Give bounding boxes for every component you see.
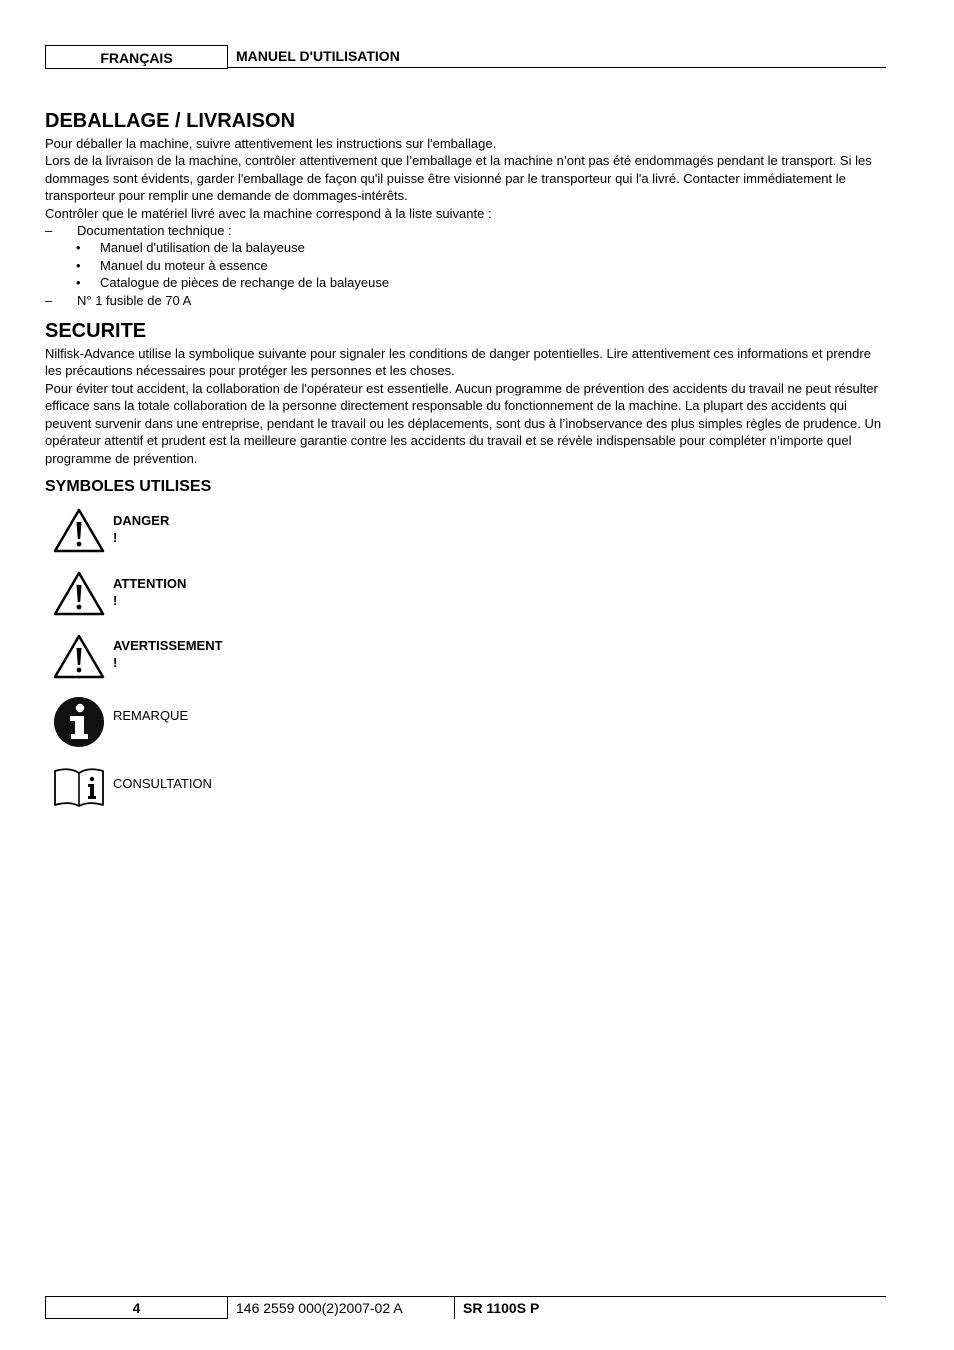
document-reference: 146 2559 000(2)2007-02 A (228, 1296, 462, 1319)
symbol-label: ATTENTION ! (113, 575, 187, 609)
manual-book-icon (53, 766, 105, 808)
machine-model: SR 1100S P (454, 1296, 886, 1319)
list-item-doc: • Manuel du moteur à essence (45, 257, 885, 274)
header-language: FRANÇAIS (45, 45, 228, 69)
safety-paragraph: Nilfisk-Advance utilise la symbolique suivante pour signaler les conditions de danger potentielles. Lire attentivement ces informations et prendre les précautions nécessaires pour protéger les personnes et les choses. (45, 346, 871, 379)
unpacking-paragraph: Pour déballer la machine, suivre attentivement les instructions sur l'emballage. (45, 136, 497, 151)
symbol-label: REMARQUE (113, 707, 189, 723)
symbols-heading: SYMBOLES UTILISES (45, 477, 212, 495)
symbol-label: DANGER ! (113, 512, 170, 546)
unpacking-paragraph: Lors de la livraison de la machine, contrôler attentivement que l’emballage et la machine n’ont pas été endommagés pendant le transport. Si les dommages sont évidents, garder l'emballage de façon qu'il puisse être visionné par le transporteur qui l'a livré. Contacter immédiatement le transporteur pour remplir une demande de dommages-intérêts. (45, 153, 872, 204)
list-item-fuse: – N° 1 fusible de 70 A (45, 292, 885, 309)
unpacking-paragraph: Contrôler que le matériel livré avec la machine correspond à la liste suivante : (45, 205, 492, 221)
symbols-list (45, 498, 885, 818)
info-circle-icon (53, 696, 105, 748)
unpacking-heading: DEBALLAGE / LIVRAISON (45, 110, 296, 132)
list-item-doc: • Manuel d'utilisation de la balayeuse (45, 239, 885, 256)
page-header (45, 45, 886, 68)
safety-paragraph: Pour éviter tout accident, la collaboration de l'opérateur est essentielle. Aucun programme de prévention des accidents du travail ne peut résulter efficace sans la totale collaboration de la personne directement responsable du fonctionnement de la machine. La plupart des accidents qui peuvent survenir dans une entreprise, pendant le travail ou les déplacements, sont dus à l’inobservance des plus simples règles de prudence. Un opérateur attentif et prudent est la meilleure garantie contre les accidents du travail et se révèle indispensable pour compléter n’importe quel programme de prévention. (45, 380, 882, 466)
warning-triangle-icon (53, 570, 105, 616)
symbol-label: AVERTISSEMENT ! (113, 637, 223, 671)
warning-triangle-icon (53, 633, 105, 679)
page-content (45, 107, 885, 818)
warning-triangle-icon (53, 507, 105, 553)
page-number: 4 (45, 1296, 228, 1319)
list-item-doc: • Catalogue de pièces de rechange de la balayeuse (45, 274, 885, 291)
header-title: MANUEL D'UTILISATION (228, 45, 886, 68)
safety-heading: SECURITE (45, 320, 147, 343)
symbol-label: CONSULTATION (113, 775, 212, 791)
list-item-documentation: – Documentation technique : (45, 222, 885, 239)
page-footer (45, 1296, 886, 1319)
